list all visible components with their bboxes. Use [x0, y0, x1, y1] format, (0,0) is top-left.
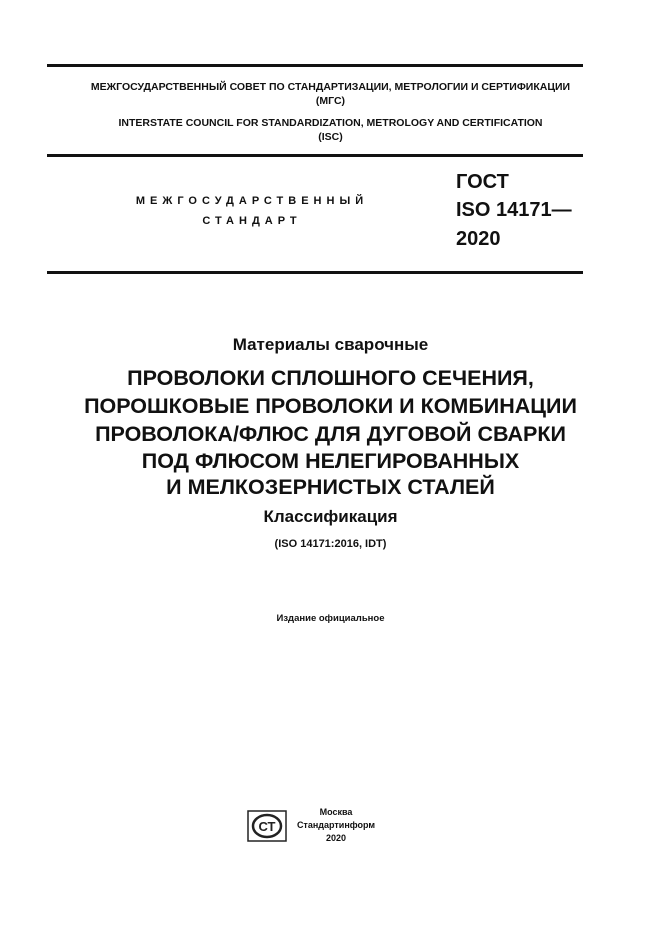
classification-label: Классификация — [263, 507, 398, 526]
title-line: ПОД ФЛЮСОМ НЕЛЕГИРОВАННЫХ — [141, 449, 520, 473]
council-en-name: INTERSTATE COUNCIL FOR STANDARDIZATION, METROLOGY AND CERTIFICATION — [118, 117, 543, 129]
title-line: И МЕЛКОЗЕРНИСТЫХ СТАЛЕЙ — [166, 475, 495, 499]
edition-note: Издание официальное — [276, 613, 385, 624]
iso-reference: (ISO 14171:2016, IDT) — [274, 538, 387, 550]
title-line: ПРОВОЛОКА/ФЛЮС ДЛЯ ДУГОВОЙ СВАРКИ — [95, 422, 566, 446]
council-ru-abbr: (МГС) — [315, 95, 346, 107]
svg-text:СТ: СТ — [258, 819, 276, 834]
gost-designation: ГОСТ — [456, 171, 509, 193]
title-line: ПРОВОЛОКИ СПЛОШНОГО СЕЧЕНИЯ, — [127, 366, 534, 390]
top-rule — [47, 64, 583, 67]
standartinform-logo — [247, 810, 287, 842]
council-ru-name: МЕЖГОСУДАРСТВЕННЫЙ СОВЕТ ПО СТАНДАРТИЗАЦИИ, МЕТРОЛОГИИ И СЕРТИФИКАЦИИ — [90, 81, 571, 93]
title-line: ПОРОШКОВЫЕ ПРОВОЛОКИ И КОМБИНАЦИИ — [84, 394, 577, 418]
title-subject: Материалы сварочные — [232, 335, 429, 354]
publisher-name: Стандартинформ — [296, 820, 376, 830]
designation-divider — [47, 271, 583, 274]
council-en-abbr: (ISC) — [318, 131, 343, 143]
standard-type-line2: СТАНДАРТ — [202, 215, 302, 227]
gost-number: ISO 14171— — [456, 199, 572, 221]
header-divider — [47, 154, 583, 157]
standard-type-line1: МЕЖГОСУДАРСТВЕННЫЙ — [135, 195, 369, 207]
publisher-city: Москва — [319, 807, 353, 817]
publication-year: 2020 — [325, 833, 347, 843]
gost-year: 2020 — [456, 228, 501, 250]
